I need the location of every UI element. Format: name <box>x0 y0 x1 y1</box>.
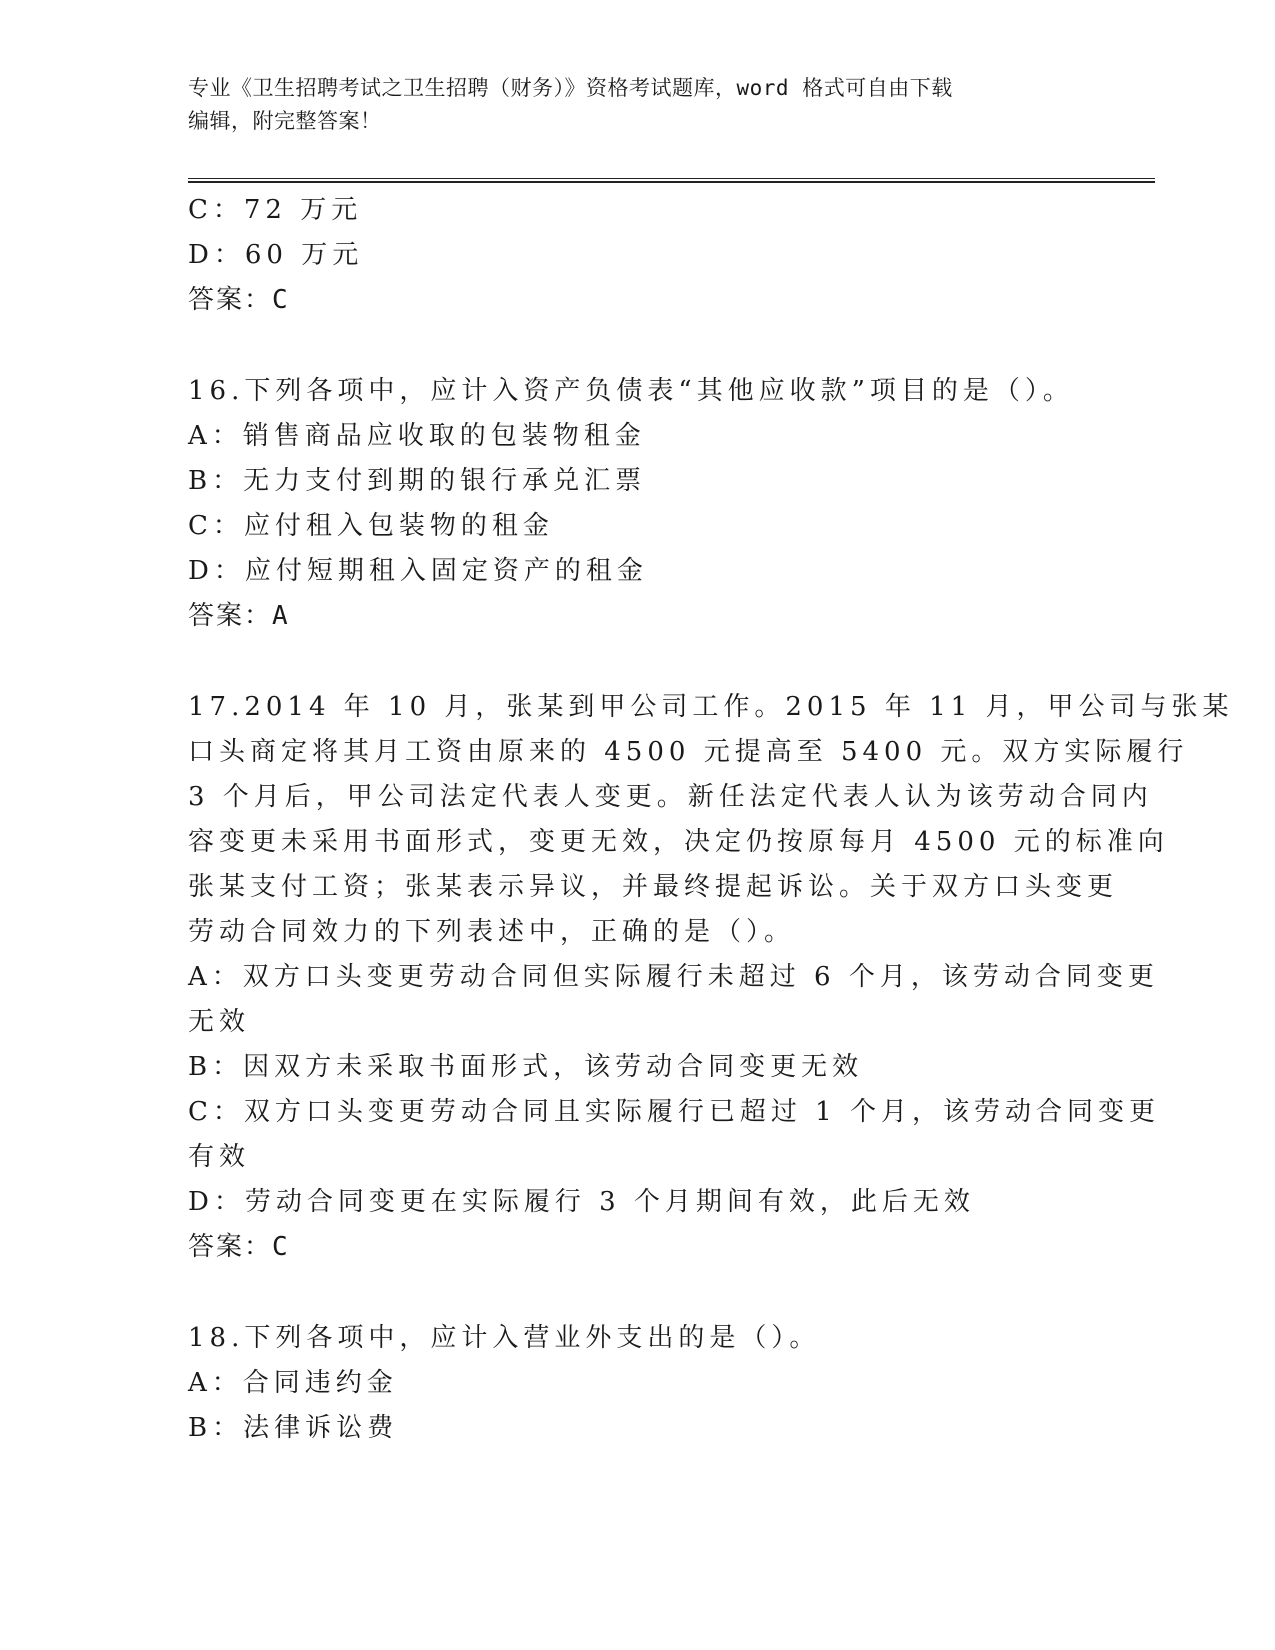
q17-option-c-line-1: C：双方口头变更劳动合同且实际履行已超过 1 个月，该劳动合同变更 <box>188 1097 1160 1127</box>
q15-answer-key: C <box>272 285 288 315</box>
q17-option-a-line-2: 无效 <box>188 1007 251 1037</box>
question-list <box>188 188 1234 1451</box>
question-16 <box>188 369 1088 639</box>
q16-option-c: C：应付租入包装物的租金 <box>188 511 554 541</box>
q18-option-b: B：法律诉讼费 <box>188 1413 399 1443</box>
header-divider <box>188 178 1155 183</box>
q15-answer <box>188 278 1088 323</box>
spacer <box>188 323 1088 369</box>
q16-answer-label: 答案： <box>188 601 273 631</box>
q17-stem-line-3: 3 个月后，甲公司法定代表人变更。新任法定代表人认为该劳动合同内 <box>188 782 1153 812</box>
q17-option-c-line-2: 有效 <box>188 1142 251 1172</box>
q17-stem-line-2: 口头商定将其月工资由原来的 4500 元提高至 5400 元。双方实际履行 <box>188 737 1189 767</box>
spacer <box>188 639 1088 685</box>
question-18 <box>188 1316 1088 1451</box>
q17-option-a-line-1: A：双方口头变更劳动合同但实际履行未超过 6 个月，该劳动合同变更 <box>188 962 1159 992</box>
q15-option-c: C：72 万元 <box>188 195 363 225</box>
q17-answer-key: C <box>272 1232 288 1262</box>
q16-answer <box>188 594 1088 639</box>
q15-answer-label: 答案： <box>188 285 273 315</box>
q17-stem-line-4: 容变更未采用书面形式，变更无效，决定仍按原每月 4500 元的标准向 <box>188 827 1169 857</box>
q16-option-d: D：应付短期租入固定资产的租金 <box>188 556 648 586</box>
header-line-1: 专业《卫生招聘考试之卫生招聘（财务）》资格考试题库，word 格式可自由下载 <box>188 76 953 100</box>
q18-stem: 18.下列各项中，应计入营业外支出的是（）。 <box>188 1323 821 1353</box>
question-15-tail <box>188 188 1088 323</box>
document-header <box>188 72 1088 138</box>
header-line-2: 编辑，附完整答案！ <box>188 109 382 133</box>
q16-option-a: A：销售商品应收取的包装物租金 <box>188 421 646 451</box>
question-17 <box>188 685 1234 1270</box>
q17-stem-line-1: 17.2014 年 10 月，张某到甲公司工作。2015 年 11 月，甲公司与张某 <box>188 692 1234 722</box>
spacer <box>188 1270 1088 1316</box>
q16-stem: 16.下列各项中，应计入资产负债表“其他应收款”项目的是（）。 <box>188 376 1074 406</box>
q16-option-b: B：无力支付到期的银行承兑汇票 <box>188 466 647 496</box>
q17-answer-label: 答案： <box>188 1232 273 1262</box>
q18-option-a: A：合同违约金 <box>188 1368 398 1398</box>
q17-option-b: B：因双方未采取书面形式，该劳动合同变更无效 <box>188 1052 864 1082</box>
q17-answer <box>188 1225 1088 1270</box>
q17-stem-line-5: 张某支付工资；张某表示异议，并最终提起诉讼。关于双方口头变更 <box>188 872 1119 902</box>
q17-stem-line-6: 劳动合同效力的下列表述中，正确的是（）。 <box>188 917 796 947</box>
q15-option-d: D：60 万元 <box>188 240 364 270</box>
q17-option-d: D：劳动合同变更在实际履行 3 个月期间有效，此后无效 <box>188 1187 975 1217</box>
q16-answer-key: A <box>272 601 288 631</box>
